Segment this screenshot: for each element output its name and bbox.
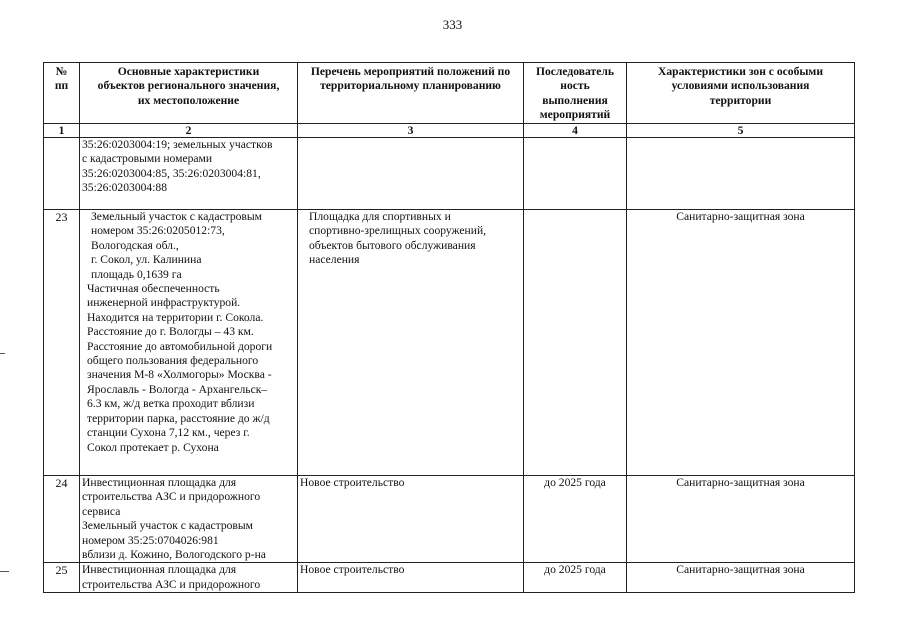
header-text: выполнения [542, 93, 608, 107]
header-text: пп [54, 79, 69, 93]
column-number-row [44, 124, 855, 138]
zones-cell [627, 138, 855, 210]
sequence-cell [524, 138, 627, 210]
zones-cell: Санитарно-защитная зона [627, 210, 855, 476]
measures-cell [298, 138, 524, 210]
row-number-cell: 23 [44, 210, 80, 476]
cell-text: Сокол протекает р. Сухона [87, 440, 219, 454]
sequence-cell: до 2025 года [524, 563, 627, 593]
header-text: территориальному планированию [320, 79, 501, 93]
cell-text: Земельный участок с кадастровым [91, 210, 263, 223]
header-text: их местоположение [137, 93, 240, 107]
header-col-2 [80, 63, 298, 124]
cell-text: с кадастровыми номерами [82, 152, 213, 166]
table-row-24 [44, 476, 855, 563]
cell-text: значения М-8 «Холмогоры» Москва - [87, 368, 272, 382]
cell-text: 35:26:0203004:85, 35:26:0203004:81, [82, 166, 261, 180]
cell-text: Площадка для спортивных и [309, 210, 451, 223]
measures-cell: Новое строительство [298, 563, 524, 593]
header-text: ность [560, 79, 590, 93]
sequence-cell [524, 210, 627, 476]
page-number: 333 [442, 17, 463, 32]
measures-cell [298, 210, 524, 476]
cell-text: Расстояние до г. Вологды – 43 км. [87, 325, 254, 339]
table-row-23 [44, 210, 855, 476]
column-number: 3 [298, 124, 524, 138]
cell-text: Частичная обеспеченность [87, 282, 220, 296]
header-text: условиями использования [671, 79, 810, 93]
header-text: территории [709, 93, 772, 107]
zones-cell: Санитарно-защитная зона [627, 563, 855, 593]
cell-text: строительства АЗС и придорожного [82, 577, 261, 591]
row-number-cell [44, 138, 80, 210]
object-description-cell [80, 138, 298, 210]
cell-text: Ярославль - Вологда - Архангельск– [87, 382, 268, 396]
header-text: мероприятий [539, 108, 611, 122]
cell-text: населения [309, 253, 360, 267]
cell-text: общего пользования федерального [87, 354, 259, 368]
column-number: 5 [627, 124, 855, 138]
table-header-row [44, 63, 855, 124]
cell-text: Земельный участок с кадастровым [82, 519, 254, 533]
cell-text: территории парка, расстояние до ж/д [87, 411, 270, 425]
header-col-5 [627, 63, 855, 124]
scan-margin-mark [0, 571, 9, 572]
cell-text: объектов бытового обслуживания [309, 238, 476, 252]
table-row-25 [44, 563, 855, 593]
cell-text: 35:26:0203004:19; земельных участков [82, 138, 273, 151]
cell-text: номером 35:26:0205012:73, [91, 224, 225, 238]
header-col-1 [44, 63, 80, 124]
object-description-cell [80, 563, 298, 593]
cell-text: Инвестиционная площадка для [82, 476, 237, 489]
cell-text: Находится на территории г. Сокола. [87, 310, 264, 324]
column-number: 4 [524, 124, 627, 138]
header-text: Характеристики зон с особыми [657, 65, 824, 78]
column-number: 1 [44, 124, 80, 138]
header-text: Основные характеристики [117, 65, 260, 78]
cell-text: 6.3 км, ж/д ветка проходит вблизи [87, 397, 255, 411]
cell-text: сервиса [82, 504, 121, 518]
cell-text: Вологодская обл., [91, 238, 179, 252]
cell-text: станции Сухона 7,12 км., через г. [87, 426, 250, 440]
table-row-continued [44, 138, 855, 210]
sequence-cell: до 2025 года [524, 476, 627, 563]
row-number-cell: 24 [44, 476, 80, 563]
cell-text: инженерной инфраструктурой. [87, 296, 241, 310]
cell-text: Инвестиционная площадка для [82, 563, 237, 577]
cell-text: 35:26:0203004:88 [82, 181, 168, 195]
cell-text: Расстояние до автомобильной дороги [87, 339, 273, 353]
object-description-cell [80, 476, 298, 563]
zones-cell: Санитарно-защитная зона [627, 476, 855, 563]
cell-text: г. Сокол, ул. Калинина [91, 253, 202, 267]
column-number: 2 [80, 124, 298, 138]
cell-text: спортивно-зрелищных сооружений, [309, 224, 487, 238]
header-text: Последователь [535, 65, 615, 78]
scan-margin-mark [0, 353, 5, 354]
object-description-cell [80, 210, 298, 476]
cell-text: вблизи д. Кожино, Вологодского р-на [82, 548, 266, 562]
cell-text: номером 35:25:0704026:981 [82, 533, 219, 547]
header-col-4 [524, 63, 627, 124]
row-number-cell: 25 [44, 563, 80, 593]
cell-text: строительства АЗС и придорожного [82, 490, 261, 504]
cell-text: площадь 0,1639 га [91, 267, 182, 281]
planning-table [43, 62, 855, 593]
header-text: № [55, 65, 68, 78]
header-text: объектов регионального значения, [97, 79, 280, 93]
header-col-3 [298, 63, 524, 124]
measures-cell: Новое строительство [298, 476, 524, 563]
header-text: Перечень мероприятий положений по [310, 65, 511, 78]
